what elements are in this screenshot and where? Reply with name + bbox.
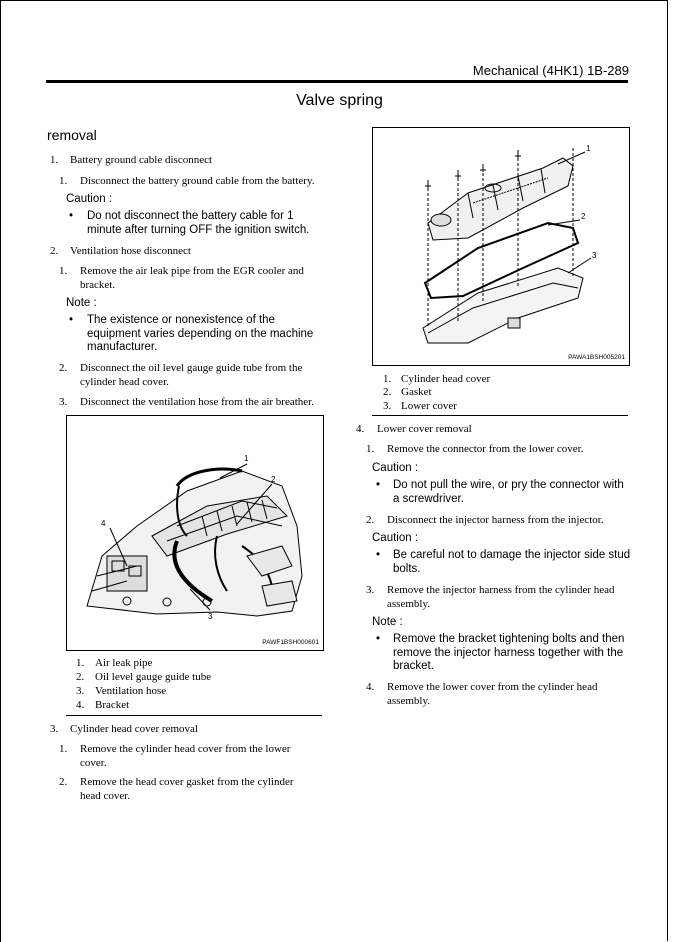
figure-code: PAWA1BSH005201: [568, 354, 625, 361]
note-text: bracket.: [393, 660, 434, 672]
legend-number: 3.: [76, 685, 85, 697]
step-title: Ventilation hose disconnect: [70, 245, 191, 257]
note-label: Note :: [372, 616, 403, 628]
legend-number: 2.: [383, 386, 392, 398]
substep-text: Remove the head cover gasket from the cylinder: [80, 776, 294, 788]
head-cover-exploded-figure: [372, 127, 630, 366]
legend-text: Oil level gauge guide tube: [95, 671, 212, 683]
substep-number: 2.: [59, 776, 68, 788]
legend-number: 3.: [383, 400, 392, 412]
caution-text: Do not disconnect the battery cable for 1: [87, 210, 294, 222]
caution-label: Caution :: [372, 462, 419, 474]
substep-text: Disconnect the oil level gauge guide tube from the: [80, 362, 303, 374]
legend-rule: [66, 715, 322, 716]
exploded-view-illustration: [373, 128, 629, 365]
substep-number: 1.: [366, 443, 375, 455]
substep-text: Disconnect the injector harness from the injector.: [387, 514, 604, 526]
substep-text: Remove the air leak pipe from the EGR cooler and: [80, 265, 304, 277]
substep-text: cylinder head cover.: [80, 376, 169, 388]
caution-text: a screwdriver.: [393, 492, 464, 505]
step-number: 4.: [356, 423, 365, 435]
substep-number: 1.: [59, 743, 68, 755]
caution-label: Caution :: [372, 532, 419, 544]
substep-text: Disconnect the ventilation hose from the air breather.: [80, 396, 314, 408]
step-title: Cylinder head cover removal: [70, 723, 198, 735]
callout-3: 3: [208, 612, 213, 621]
bullet: •: [376, 549, 381, 561]
callout-1: 1: [586, 144, 591, 153]
engine-illustration: [67, 416, 323, 650]
bullet: •: [69, 314, 74, 326]
engine-illustration-figure: [66, 415, 324, 651]
callout-2: 2: [271, 475, 276, 484]
legend-text: Cylinder head cover: [401, 373, 491, 385]
caution-text: Be careful not to damage the injector side stud: [393, 549, 631, 561]
substep-text: Remove the cylinder head cover from the lower: [80, 743, 291, 755]
substep-text: Remove the lower cover from the cylinder head: [387, 681, 598, 693]
page-title: Valve spring: [296, 92, 383, 109]
legend-number: 4.: [76, 699, 85, 711]
legend-rule: [372, 415, 628, 416]
caution-text: bolts.: [393, 562, 421, 575]
substep-text: Disconnect the battery ground cable from the battery.: [80, 175, 315, 187]
step-number: 3.: [50, 723, 59, 735]
legend-text: Air leak pipe: [95, 657, 153, 669]
figure-code: PAWF1BSH000601: [262, 639, 319, 646]
caution-text: Do not pull the wire, or pry the connector with: [393, 479, 624, 491]
callout-2: 2: [581, 212, 586, 221]
substep-text: Remove the injector harness from the cylinder head: [387, 584, 615, 596]
running-header: Mechanical (4HK1) 1B-289: [472, 63, 629, 78]
callout-1: 1: [244, 454, 249, 463]
note-text: The existence or nonexistence of the: [87, 314, 275, 326]
bullet: •: [69, 210, 74, 222]
substep-text: cover.: [80, 757, 107, 769]
step-title: Battery ground cable disconnect: [70, 154, 213, 166]
step-number: 1.: [50, 154, 59, 166]
substep-number: 1.: [59, 175, 68, 187]
substep-text: assembly.: [387, 695, 430, 707]
substep-number: 2.: [59, 362, 68, 374]
substep-number: 4.: [366, 681, 375, 693]
substep-text: assembly.: [387, 598, 430, 610]
legend-number: 1.: [383, 373, 392, 385]
page-frame-left: [0, 0, 1, 942]
substep-number: 3.: [59, 396, 68, 408]
header-rule: [46, 80, 628, 83]
note-text: manufacturer.: [87, 341, 158, 353]
callout-3: 3: [592, 251, 597, 260]
note-text: remove the injector harness together with the: [393, 646, 624, 659]
substep-number: 2.: [366, 514, 375, 526]
substep-number: 3.: [366, 584, 375, 596]
caution-label: Caution :: [66, 193, 113, 205]
legend-text: Lower cover: [401, 400, 457, 412]
note-text: equipment varies depending on the machine: [87, 327, 314, 340]
substep-number: 1.: [59, 265, 68, 277]
legend-text: Bracket: [95, 699, 130, 711]
step-title: Lower cover removal: [377, 423, 472, 435]
legend-text: Ventilation hose: [95, 685, 167, 697]
legend-number: 1.: [76, 657, 85, 669]
step-number: 2.: [50, 245, 59, 257]
substep-text: Remove the connector from the lower cover.: [387, 443, 584, 455]
note-text: Remove the bracket tightening bolts and then: [393, 633, 625, 645]
section-heading: removal: [47, 127, 97, 143]
legend-text: Gasket: [401, 386, 432, 398]
callout-4: 4: [101, 519, 106, 528]
bullet: •: [376, 479, 381, 491]
bullet: •: [376, 633, 381, 645]
legend-number: 2.: [76, 671, 85, 683]
substep-text: bracket.: [80, 279, 116, 291]
substep-text: head cover.: [80, 790, 131, 802]
caution-text: minute after turning OFF the ignition switch.: [87, 223, 310, 236]
note-label: Note :: [66, 297, 97, 309]
